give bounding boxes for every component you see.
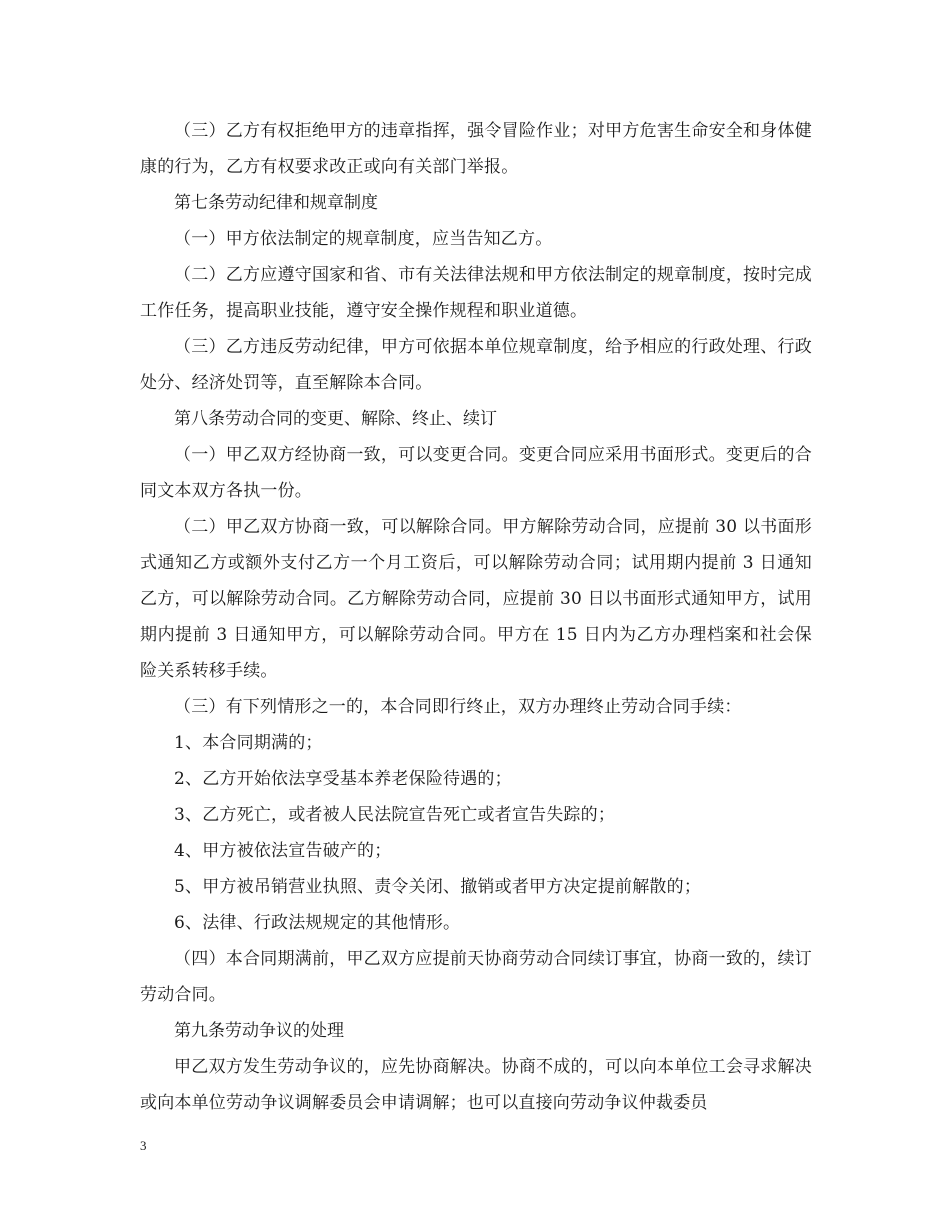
list-item: 5、甲方被吊销营业执照、责令关闭、撤销或者甲方决定提前解散的； <box>174 877 702 897</box>
list-item: 6、法律、行政法规规定的其他情形。 <box>174 913 461 933</box>
article-heading: 第八条劳动合同的变更、解除、终止、续订 <box>174 409 497 429</box>
list-item: 1、本合同期满的； <box>174 733 323 753</box>
document-body <box>140 113 812 1121</box>
list-item: 2、乙方开始依法享受基本养老保险待遇的； <box>174 769 512 789</box>
paragraph: （二）甲乙双方协商一致，可以解除合同。甲方解除劳动合同，应提前 30 以书面形式通知乙方或额外支付乙方一个月工资后，可以解除劳动合同；试用期内提前 3 日通知乙方，可以解除劳动合同。乙方解除劳动合同，应提前 30 日以书面形式通知甲方，试用期内提前 3 日通知甲方，可以解除劳动合同。甲方在 15 日内为乙方办理档案和社会保险关系转移手续。 <box>140 517 812 681</box>
paragraph: （三）乙方有权拒绝甲方的违章指挥，强令冒险作业；对甲方危害生命安全和身体健康的行为，乙方有权要求改正或向有关部门举报。 <box>140 121 812 177</box>
paragraph: （四）本合同期满前，甲乙双方应提前天协商劳动合同续订事宜，协商一致的，续订劳动合同。 <box>140 949 812 1005</box>
article-heading: 第九条劳动争议的处理 <box>174 1021 344 1041</box>
paragraph: （二）乙方应遵守国家和省、市有关法律法规和甲方依法制定的规章制度，按时完成工作任务，提高职业技能，遵守安全操作规程和职业道德。 <box>140 265 812 321</box>
paragraph: （三）有下列情形之一的，本合同即行终止，双方办理终止劳动合同手续： <box>174 697 742 717</box>
list-item: 4、甲方被依法宣告破产的； <box>174 841 392 861</box>
article-heading: 第七条劳动纪律和规章制度 <box>174 193 378 213</box>
page-number: 3 <box>140 1138 147 1153</box>
paragraph: （一）甲方依法制定的规章制度，应当告知乙方。 <box>174 229 553 249</box>
list-item: 3、乙方死亡，或者被人民法院宣告死亡或者宣告失踪的； <box>174 805 616 825</box>
paragraph: （一）甲乙双方经协商一致，可以变更合同。变更合同应采用书面形式。变更后的合同文本双方各执一份。 <box>140 445 812 501</box>
paragraph: 甲乙双方发生劳动争议的，应先协商解决。协商不成的，可以向本单位工会寻求解决或向本单位劳动争议调解委员会申请调解；也可以直接向劳动争议仲裁委员 <box>140 1057 812 1113</box>
paragraph: （三）乙方违反劳动纪律，甲方可依据本单位规章制度，给予相应的行政处理、行政处分、经济处罚等，直至解除本合同。 <box>140 337 812 393</box>
